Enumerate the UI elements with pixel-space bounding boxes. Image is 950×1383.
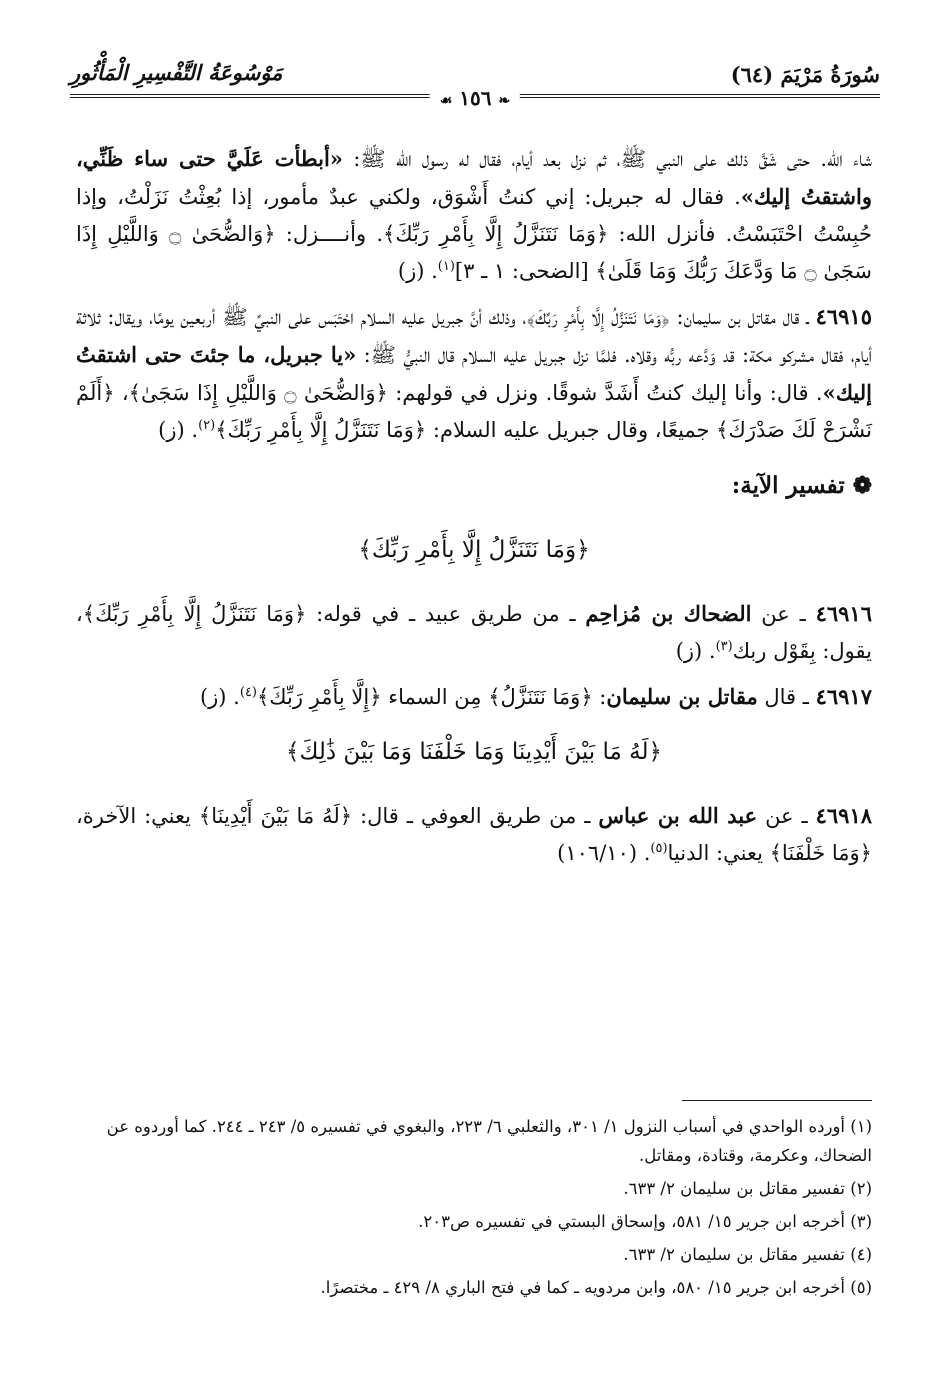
- narration-46917: [76, 678, 872, 716]
- quran-verse: ﴿وَمَا نَتَنَزَّلُ إِلَّا بِأَمْرِ رَبِّكَ﴾: [82, 602, 307, 626]
- footnote-rule: [682, 1100, 872, 1101]
- ornament-icon: ❧: [498, 93, 511, 109]
- text: . (ز): [199, 685, 240, 709]
- text: . (ز): [675, 639, 716, 663]
- main-text: [76, 140, 872, 880]
- quran-verse: ﴿وَالضُّحَىٰ ۝ وَاللَّيْلِ إِذَا سَجَىٰ﴾: [128, 381, 388, 405]
- narration-number: ٤٦٩١٧: [815, 684, 872, 709]
- hadith-quote: «يا جبريل، ما جئتَ حتى اشتقتُ إليك»: [76, 342, 872, 405]
- narration-number: ٤٦٩١٥: [815, 304, 872, 329]
- text: ، وذلك أنَّ جبريل عليه السلام احْتَبَس على النبيِّ ﷺ أربعين يومًا، ويقال: ثلاثة أيام، فقال مشركو مكة: قد وَدَّعه ربُّه وقلاه. فلمَّا نزل جبريل عليه السلام قال النبيُّ ﷺ:: [76, 305, 873, 367]
- text: . قال: وأنا إليك كنتُ أَشَدَّ شوقًا. ونزل في قولهم:: [387, 381, 823, 405]
- page-number-box: [430, 86, 520, 110]
- ornament-icon: ☙: [439, 93, 453, 109]
- paragraph-continuation: [76, 140, 872, 290]
- narration-46918: [76, 797, 872, 872]
- footnote-3: (٣) أخرجه ابن جرير ١٥/ ٥٨١، وإسحاق البستي في تفسيره ص٢٠٣.: [418, 1212, 872, 1231]
- verse-heading: ﴿وَمَا نَتَنَزَّلُ إِلَّا بِأَمْرِ رَبِّكَ﴾: [358, 537, 590, 563]
- text: . فقال له جبريل: إني كنتُ أَشْوَق، ولكني عبدٌ مأمور، إذا بُعِثْتُ نَزَلْتُ، وإذا حُبِسْتُ احْتَبَسْتُ. فأنزل الله:: [76, 185, 872, 246]
- text: ـ من طريق عبيد ـ في قوله:: [306, 602, 586, 626]
- text: ـ قال مقاتل بن سليمان:: [669, 305, 816, 329]
- narration-number: ٤٦٩١٦: [815, 601, 872, 626]
- footnote-ref[interactable]: (١): [437, 259, 455, 274]
- footnote-ref[interactable]: (٤): [239, 685, 257, 700]
- surah-title: سُورَةُ مَرْيَمَ (٦٤): [730, 62, 880, 87]
- footnote-ref[interactable]: (٢): [198, 418, 216, 433]
- narration-number: ٤٦٩١٨: [815, 803, 873, 828]
- narrator-name: مقاتل بن سليمان: [606, 684, 758, 709]
- footnote-4: (٤) تفسير مقاتل بن سليمان ٢/ ٦٣٣.: [623, 1245, 872, 1264]
- text: يعني: الدنيا: [667, 841, 770, 865]
- hadith-quote: «أبطأت عَلَيَّ حتى ساء ظَنِّي، واشتقتُ إليك»: [76, 146, 872, 209]
- text: جميعًا، وقال جبريل عليه السلام:: [426, 418, 717, 442]
- text: ـ عن: [757, 804, 816, 828]
- page-header: [70, 60, 880, 110]
- text: ـ قال: [757, 685, 816, 709]
- text: . (ز): [397, 259, 438, 283]
- quran-verse: ﴿وَالضُّحَىٰ ۝ وَاللَّيْلِ إِذَا سَجَىٰ ۝ مَا وَدَّعَكَ رَبُّكَ وَمَا قَلَىٰ﴾: [76, 222, 872, 283]
- text: . (ز): [158, 418, 199, 442]
- text: شاء الله. حتى شَقَّ ذلك على النبي ﷺ، ثم نزل بعد أيام، فقال له رسول الله ﷺ:: [342, 147, 872, 171]
- quran-verse: ﴿وَمَا نَتَنَزَّلُ إِلَّا بِأَمْرِ رَبِّكَ﴾: [215, 418, 427, 442]
- narrator-name: عبد الله بن عباس: [598, 803, 758, 828]
- text: . (١٠٦/١٠): [557, 841, 651, 865]
- footnote-5: (٥) أخرجه ابن جرير ١٥/ ٥٨٠، وابن مردويه ـ كما في فتح الباري ٨/ ٤٢٩ ـ مختصرًا.: [320, 1278, 872, 1297]
- quran-verse: ﴿لَهُ مَا بَيْنَ أَيْدِينَا﴾: [198, 804, 353, 828]
- quran-verse: ﴿إِلَّا بِأَمْرِ رَبِّكَ﴾: [257, 685, 382, 709]
- text: . وأنــــزل:: [275, 222, 384, 246]
- citation: [الضحى: ١ ـ ٣]: [454, 259, 596, 283]
- page-number: ١٥٦: [459, 86, 492, 110]
- section-title: ❁ تفسير الآية:: [731, 472, 872, 499]
- footnote-2: (٢) تفسير مقاتل بن سليمان ٢/ ٦٣٣.: [623, 1179, 872, 1198]
- book-title: مَوْسُوعَةُ التَّفْسِيرِ الْمَأْثُورِ: [70, 60, 283, 85]
- text: يعني: الآخرة،: [76, 804, 199, 828]
- footnote-1: (١) أورده الواحدي في أسباب النزول ١/ ٣٠١، والثعلبي ٦/ ٢٢٣، والبغوي في تفسيره ٥/ ٢٤٣ ـ ٢٤٤. كما أوردوه عن الضحاك، وعكرمة، وقتادة، ومقاتل.: [106, 1117, 872, 1165]
- text: ـ من طريق العوفي ـ قال:: [352, 804, 599, 828]
- quran-verse: ﴿أَلَمْ نَشْرَحْ لَكَ صَدْرَكَ﴾: [76, 381, 872, 442]
- narration-46916: [76, 595, 872, 670]
- footnote-ref[interactable]: (٣): [715, 639, 733, 654]
- narrator-name: الضحاك بن مُزاحِم: [585, 601, 752, 626]
- narration-46915: [76, 298, 872, 449]
- text: ، يقول: بِقَوْل ربك: [76, 602, 872, 663]
- text: ،: [114, 381, 129, 405]
- text: ـ عن: [751, 602, 816, 626]
- text: مِن السماء: [381, 685, 489, 709]
- quran-verse: ﴿وَمَا نَتَنَزَّلُ إِلَّا بِأَمْرِ رَبِّكَ﴾: [383, 222, 609, 246]
- text: :: [592, 685, 607, 709]
- footnotes: [76, 1100, 872, 1306]
- quran-verse: ﴿وَمَا نَتَنَزَّلُ﴾: [488, 685, 593, 709]
- footnote-ref[interactable]: (٥): [650, 841, 668, 856]
- verse-heading: ﴿لَهُ مَا بَيْنَ أَيْدِينَا وَمَا خَلْفَنَا وَمَا بَيْنَ ذَٰلِكَ﴾: [286, 739, 662, 765]
- quran-verse: ﴿وَمَا نَتَنَزَّلُ إِلَّا بِأَمْرِ رَبِّكَ﴾: [526, 305, 670, 329]
- quran-verse: ﴿وَمَا خَلْفَنَا﴾: [769, 841, 872, 865]
